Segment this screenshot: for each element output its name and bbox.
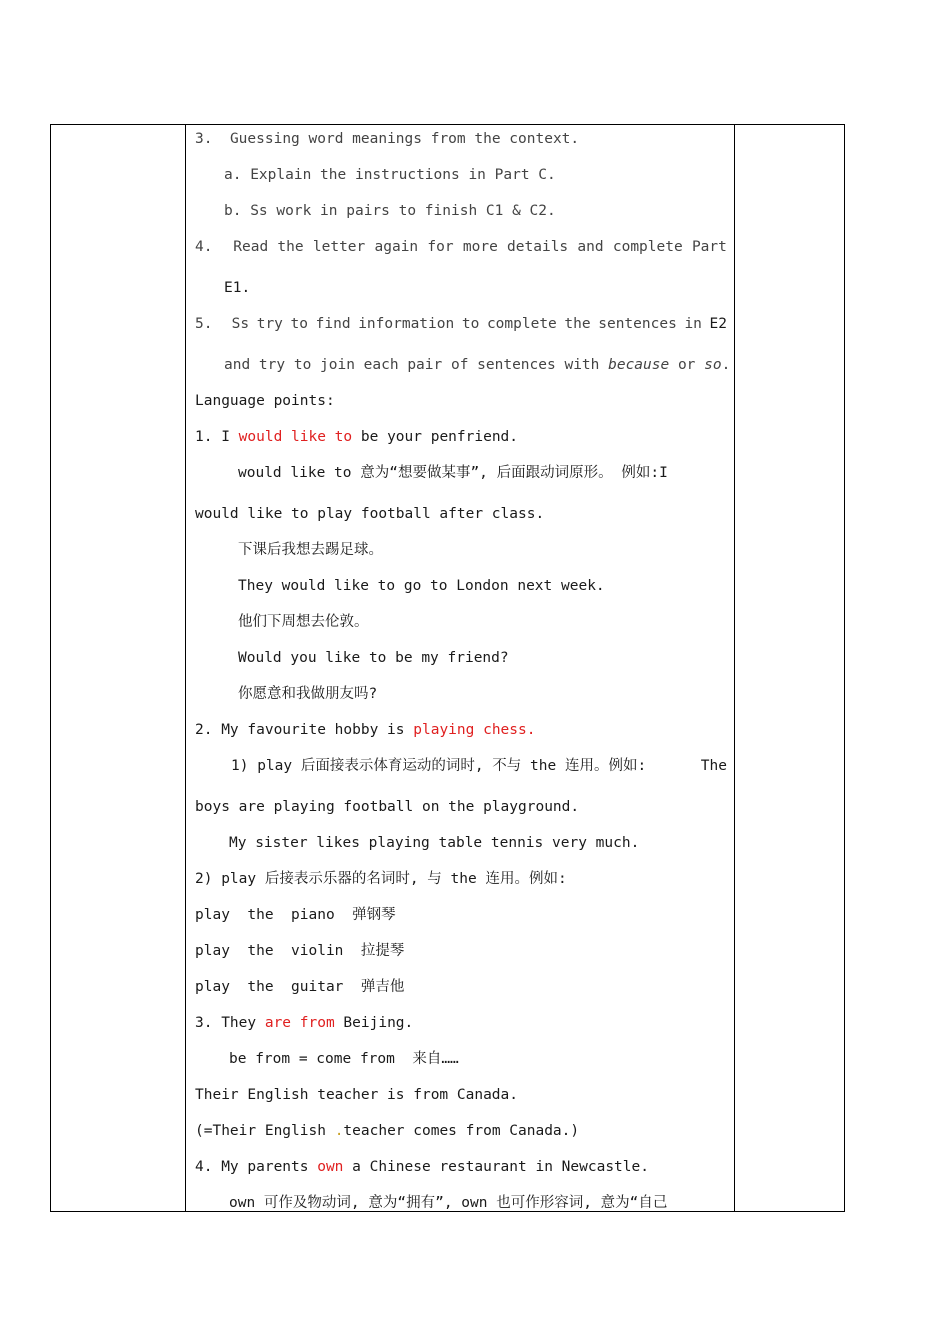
step-4-cont: E1.: [224, 280, 251, 296]
point-3-example-2: (=Their English .teacher comes from Canada.): [195, 1123, 580, 1139]
content-cell: [187, 125, 735, 1211]
point-3: 3. They are from Beijing.: [195, 1015, 414, 1031]
instrument-guitar: play the guitar 弹吉他: [195, 979, 405, 995]
point-2: 2. My favourite hobby is playing chess.: [195, 722, 536, 738]
left-cell: [51, 125, 186, 1211]
point-1-example-3-en: Would you like to be my friend?: [238, 650, 509, 666]
point-2-rule-1-cont: boys are playing football on the playground.: [195, 799, 580, 815]
point-1-example-1-cn: 下课后我想去踢足球。: [238, 542, 383, 558]
step-3: 3. Guessing word meanings from the context.: [195, 131, 580, 147]
step-3b: b. Ss work in pairs to finish C1 & C2.: [224, 203, 556, 219]
point-4-explain: own 可作及物动词, 意为“拥有”, own 也可作形容词, 意为“自己: [229, 1195, 668, 1211]
step-5-cont: and try to join each pair of sentences with because or so.: [224, 357, 731, 373]
point-1-explain: would like to 意为“想要做某事”, 后面跟动词原形。 例如:I: [238, 465, 668, 481]
point-1-example-2-cn: 他们下周想去伦敦。: [238, 614, 369, 630]
point-3-example-1: Their English teacher is from Canada.: [195, 1087, 519, 1103]
step-4: 4. Read the letter again for more details and complete Part: [195, 239, 727, 255]
language-points-title: Language points:: [195, 393, 335, 409]
instrument-violin: play the violin 拉提琴: [195, 943, 405, 959]
point-1-example-2-en: They would like to go to London next week.: [238, 578, 605, 594]
point-1: 1. I would like to be your penfriend.: [195, 429, 519, 445]
point-1-example-3-cn: 你愿意和我做朋友吗?: [238, 686, 378, 702]
instrument-piano: play the piano 弹钢琴: [195, 907, 396, 923]
lesson-table: [50, 124, 845, 1212]
step-5: 5. Ss try to find information to complete the sentences in E2: [195, 316, 727, 332]
right-cell: [735, 125, 845, 1211]
point-2-rule-2: 2) play 后接表示乐器的名词时, 与 the 连用。例如:: [195, 871, 567, 887]
point-2-rule-1: 1) play 后面接表示体育运动的词时, 不与 the 连用。例如: The: [231, 758, 727, 774]
step-3a: a. Explain the instructions in Part C.: [224, 167, 556, 183]
point-3-explain: be from = come from 来自……: [229, 1051, 459, 1067]
point-1-explain-cont: would like to play football after class.: [195, 506, 545, 522]
point-2-rule-1-example-2: My sister likes playing table tennis very much.: [229, 835, 640, 851]
point-4: 4. My parents own a Chinese restaurant in Newcastle.: [195, 1159, 649, 1175]
